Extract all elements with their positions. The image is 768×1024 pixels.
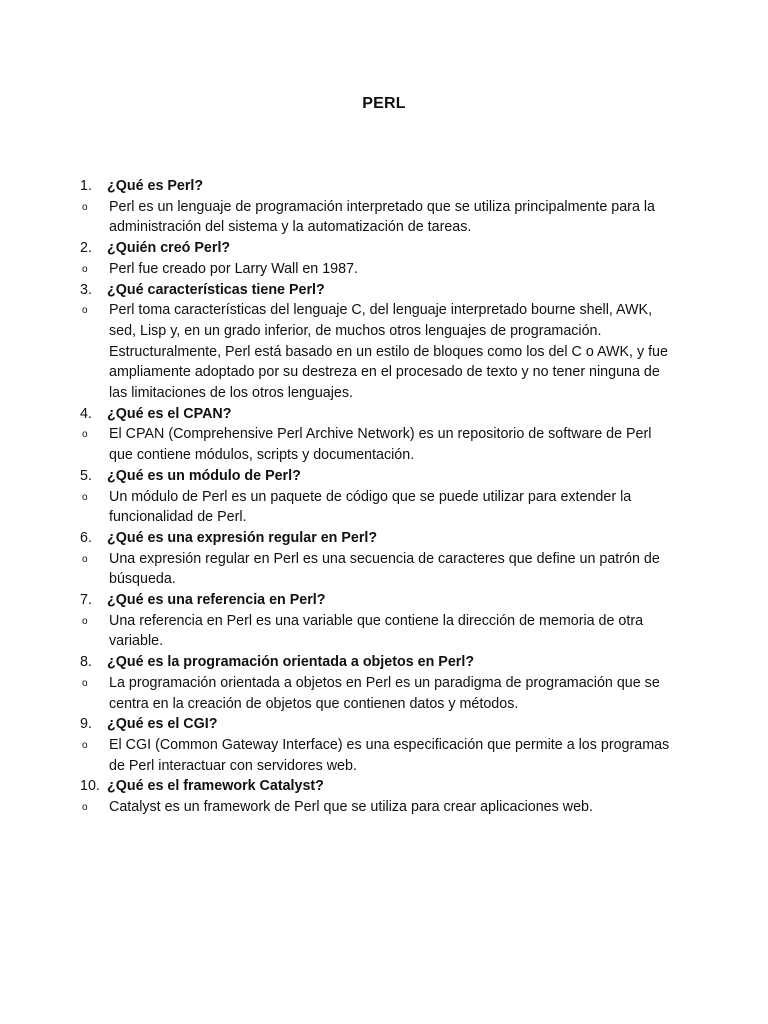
answer-text: La programación orientada a objetos en Perl es un paradigma de programación que se centra en la creación de objetos que contienen datos y métodos. [109, 674, 660, 712]
question-item [80, 652, 670, 673]
question-number: 10. [80, 778, 100, 795]
answer-item [80, 487, 670, 528]
question-item [80, 176, 670, 197]
answer-text: Una referencia en Perl es una variable que contiene la dirección de memoria de otra variable. [109, 612, 644, 650]
question-text: ¿Qué es un módulo de Perl? [107, 467, 301, 484]
bullet-marker: o [82, 491, 88, 503]
answer-item [80, 611, 670, 652]
question-text: ¿Qué es el framework Catalyst? [107, 778, 324, 795]
question-number: 7. [80, 592, 92, 609]
bullet-marker: o [82, 553, 88, 565]
answer-text: Un módulo de Perl es un paquete de código que se puede utilizar para extender la funcionalidad de Perl. [109, 488, 632, 526]
answer-item [80, 197, 670, 238]
question-number: 2. [80, 240, 92, 257]
qa-list [80, 176, 670, 818]
question-item [80, 238, 670, 259]
question-item [80, 404, 670, 425]
question-text: ¿Quién creó Perl? [107, 240, 231, 257]
bullet-marker: o [82, 739, 88, 751]
question-number: 5. [80, 467, 92, 484]
answer-item [80, 735, 670, 776]
question-item [80, 466, 670, 487]
answer-item [80, 673, 670, 714]
question-item [80, 590, 670, 611]
question-item [80, 280, 670, 301]
bullet-marker: o [82, 677, 88, 689]
bullet-marker: o [82, 305, 88, 317]
question-number: 3. [80, 281, 92, 298]
answer-item [80, 549, 670, 590]
document-title: PERL [362, 95, 406, 112]
question-item [80, 714, 670, 735]
bullet-marker: o [82, 802, 88, 814]
bullet-marker: o [82, 615, 88, 627]
question-item [80, 528, 670, 549]
answer-item [80, 797, 670, 818]
answer-text: Una expresión regular en Perl es una secuencia de caracteres que define un patrón de búsqueda. [109, 550, 660, 588]
question-text: ¿Qué características tiene Perl? [107, 281, 325, 298]
answer-text: Perl toma características del lenguaje C, del lenguaje interpretado bourne shell, AWK, sed, Lisp y, en un grado inferior, de muchos otros lenguajes de programación. Estructuralmente, Perl está basado en un estilo de bloques como los del C o AWK, y fue ampliamente adoptado por su destreza en el procesado de texto y no tener ninguna de las limitaciones de los otros lenguajes. [109, 302, 668, 402]
question-text: ¿Qué es una expresión regular en Perl? [107, 529, 378, 546]
question-text: ¿Qué es Perl? [107, 178, 204, 194]
question-number: 4. [80, 405, 92, 422]
bullet-marker: o [82, 429, 88, 441]
bullet-marker: o [82, 263, 88, 275]
answer-text: Catalyst es un framework de Perl que se utiliza para crear aplicaciones web. [109, 799, 593, 816]
question-number: 6. [80, 529, 92, 546]
answer-item [80, 424, 670, 465]
answer-item [80, 300, 670, 404]
question-text: ¿Qué es la programación orientada a objetos en Perl? [107, 654, 475, 671]
question-text: ¿Qué es el CGI? [107, 716, 218, 733]
answer-item [80, 259, 670, 280]
question-text: ¿Qué es el CPAN? [107, 405, 232, 422]
question-number: 8. [80, 654, 92, 671]
question-number: 1. [80, 178, 92, 194]
answer-text: Perl fue creado por Larry Wall en 1987. [109, 260, 359, 277]
answer-text: El CPAN (Comprehensive Perl Archive Network) es un repositorio de software de Perl que contiene módulos, scripts y documentación. [109, 426, 652, 464]
bullet-marker: o [82, 201, 88, 213]
question-item [80, 776, 670, 797]
answer-text: El CGI (Common Gateway Interface) es una especificación que permite a los programas de Perl interactuar con servidores web. [109, 736, 670, 774]
question-number: 9. [80, 716, 92, 733]
answer-text: Perl es un lenguaje de programación interpretado que se utiliza principalmente para la administración del sistema y la automatización de tareas. [109, 198, 655, 236]
question-text: ¿Qué es una referencia en Perl? [107, 592, 326, 609]
